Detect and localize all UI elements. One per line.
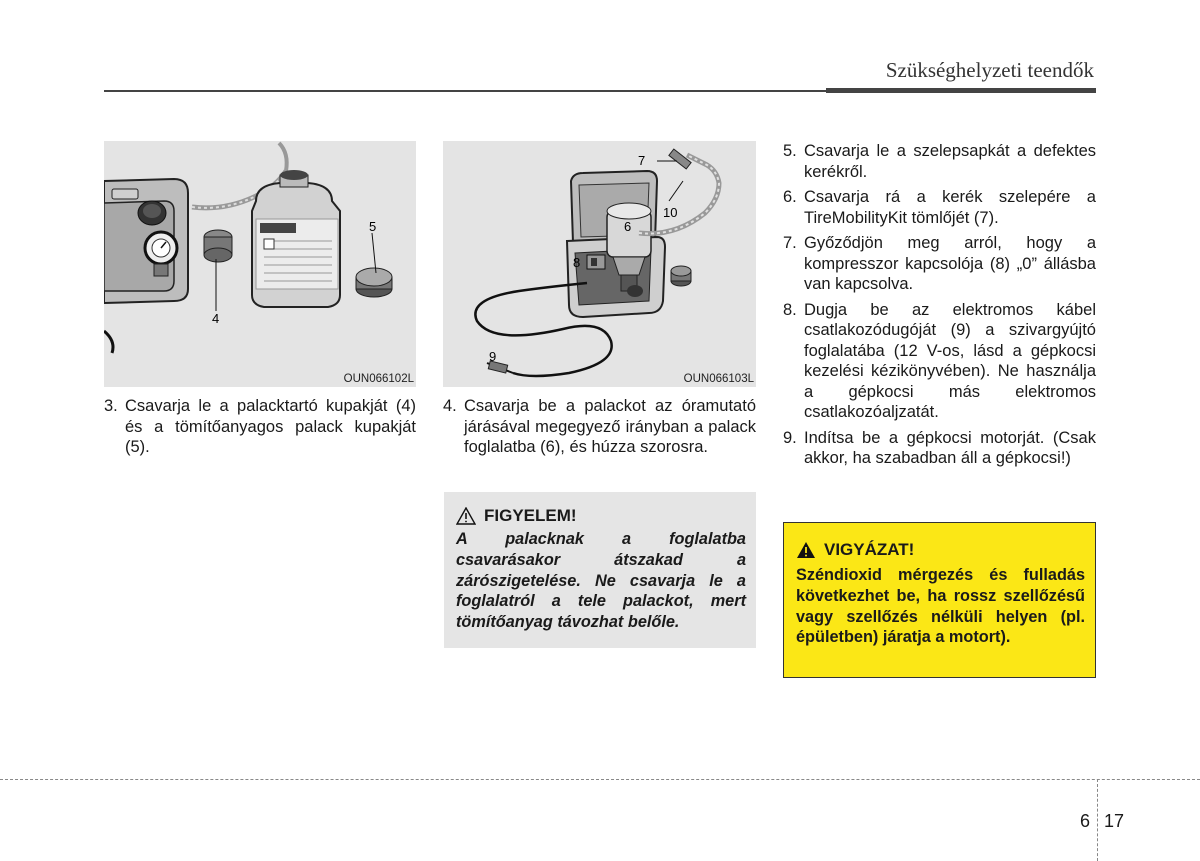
step-text: Győződjön meg arról, hogy a kompresszor kapcsolója (8) „0” állásba van kapcsolva. bbox=[804, 234, 1096, 293]
step-number: 8. bbox=[783, 300, 797, 319]
step-text: Dugja be az elektromos kábel csatlakozódugóját (9) a szivargyújtó foglalatába (12 V-os, lásd a gépkocsi kezelési kézikönyvében). Ne használja a gépkocsi más elektromos csatlakozóaljzatát. bbox=[804, 300, 1096, 421]
step-number: 5. bbox=[783, 142, 797, 160]
caution-heading bbox=[796, 540, 914, 560]
warning-heading bbox=[456, 506, 577, 526]
callout-7: 7 bbox=[638, 153, 646, 168]
chapter-number: 6 bbox=[1080, 811, 1091, 831]
instruction-step bbox=[783, 233, 1096, 295]
instruction-step bbox=[783, 141, 1096, 182]
footer-divider bbox=[1097, 779, 1098, 861]
warning-box bbox=[444, 492, 756, 648]
figure-code: OUN066102L bbox=[343, 373, 414, 385]
callout-5: 5 bbox=[369, 219, 377, 234]
step-number: 6. bbox=[783, 188, 797, 206]
step-text: Indítsa be a gépkocsi motorját. (Csak akkor, ha szabadban áll a gépkocsi!) bbox=[804, 428, 1096, 467]
step-text: Csavarja rá a kerék szelepére a TireMobilityKit tömlőjét (7). bbox=[804, 188, 1096, 227]
step-number: 3. bbox=[104, 397, 118, 415]
instruction-column-3 bbox=[783, 141, 1096, 474]
header-title: Szükséghelyzeti teendők bbox=[885, 58, 1094, 82]
figure-bottle-removal bbox=[104, 141, 416, 387]
instruction-column-1 bbox=[104, 396, 416, 463]
warning-outline-icon bbox=[456, 507, 476, 525]
instruction-step bbox=[783, 300, 1096, 423]
caution-text: Széndioxid mérgezés és fulladás következhet be, ha rossz szellőzésű vagy szellőzés nélküli helyen (pl. épületben) járatja a motort). bbox=[796, 566, 1085, 647]
instruction-step bbox=[783, 187, 1096, 228]
instruction-step bbox=[104, 396, 416, 458]
warning-text: A palacknak a foglalatba csavarásakor átszakad a zárószigetelése. Ne csavarja le a foglalatról a tele palackot, mert tömítőanyag távozhat belőle. bbox=[456, 530, 746, 632]
step-text: Csavarja le a szelepsapkát a defektes kerékről. bbox=[804, 142, 1096, 181]
step-text: Csavarja be a palackot az óramutató járásával megegyező irányban a palack foglalatba (6), és húzza szorosra. bbox=[464, 397, 756, 456]
warning-title: FIGYELEM! bbox=[484, 506, 577, 525]
callout-6: 6 bbox=[624, 219, 632, 234]
callout-8: 8 bbox=[573, 255, 581, 270]
step-number: 7. bbox=[783, 234, 797, 252]
instruction-step bbox=[783, 428, 1096, 469]
figure-bottle-installed bbox=[443, 141, 756, 387]
compressor-illustration bbox=[443, 141, 756, 387]
caution-box bbox=[783, 522, 1096, 678]
step-text: Csavarja le a palacktartó kupakját (4) és a tömítőanyagos palack kupakját (5). bbox=[125, 397, 416, 456]
bottle-illustration bbox=[104, 141, 416, 387]
caution-title: VIGYÁZAT! bbox=[824, 540, 915, 559]
step-number: 4. bbox=[443, 397, 457, 415]
page-number: 17 bbox=[1104, 811, 1125, 831]
instruction-column-2 bbox=[443, 396, 756, 463]
callout-4: 4 bbox=[212, 311, 220, 326]
header-rule-accent bbox=[826, 88, 1096, 93]
callout-9: 9 bbox=[489, 349, 497, 364]
callout-10: 10 bbox=[663, 205, 678, 220]
warning-filled-icon bbox=[796, 541, 816, 559]
step-number: 9. bbox=[783, 428, 797, 447]
figure-code: OUN066103L bbox=[683, 373, 754, 385]
instruction-step bbox=[443, 396, 756, 458]
footer-rule bbox=[0, 779, 1200, 780]
